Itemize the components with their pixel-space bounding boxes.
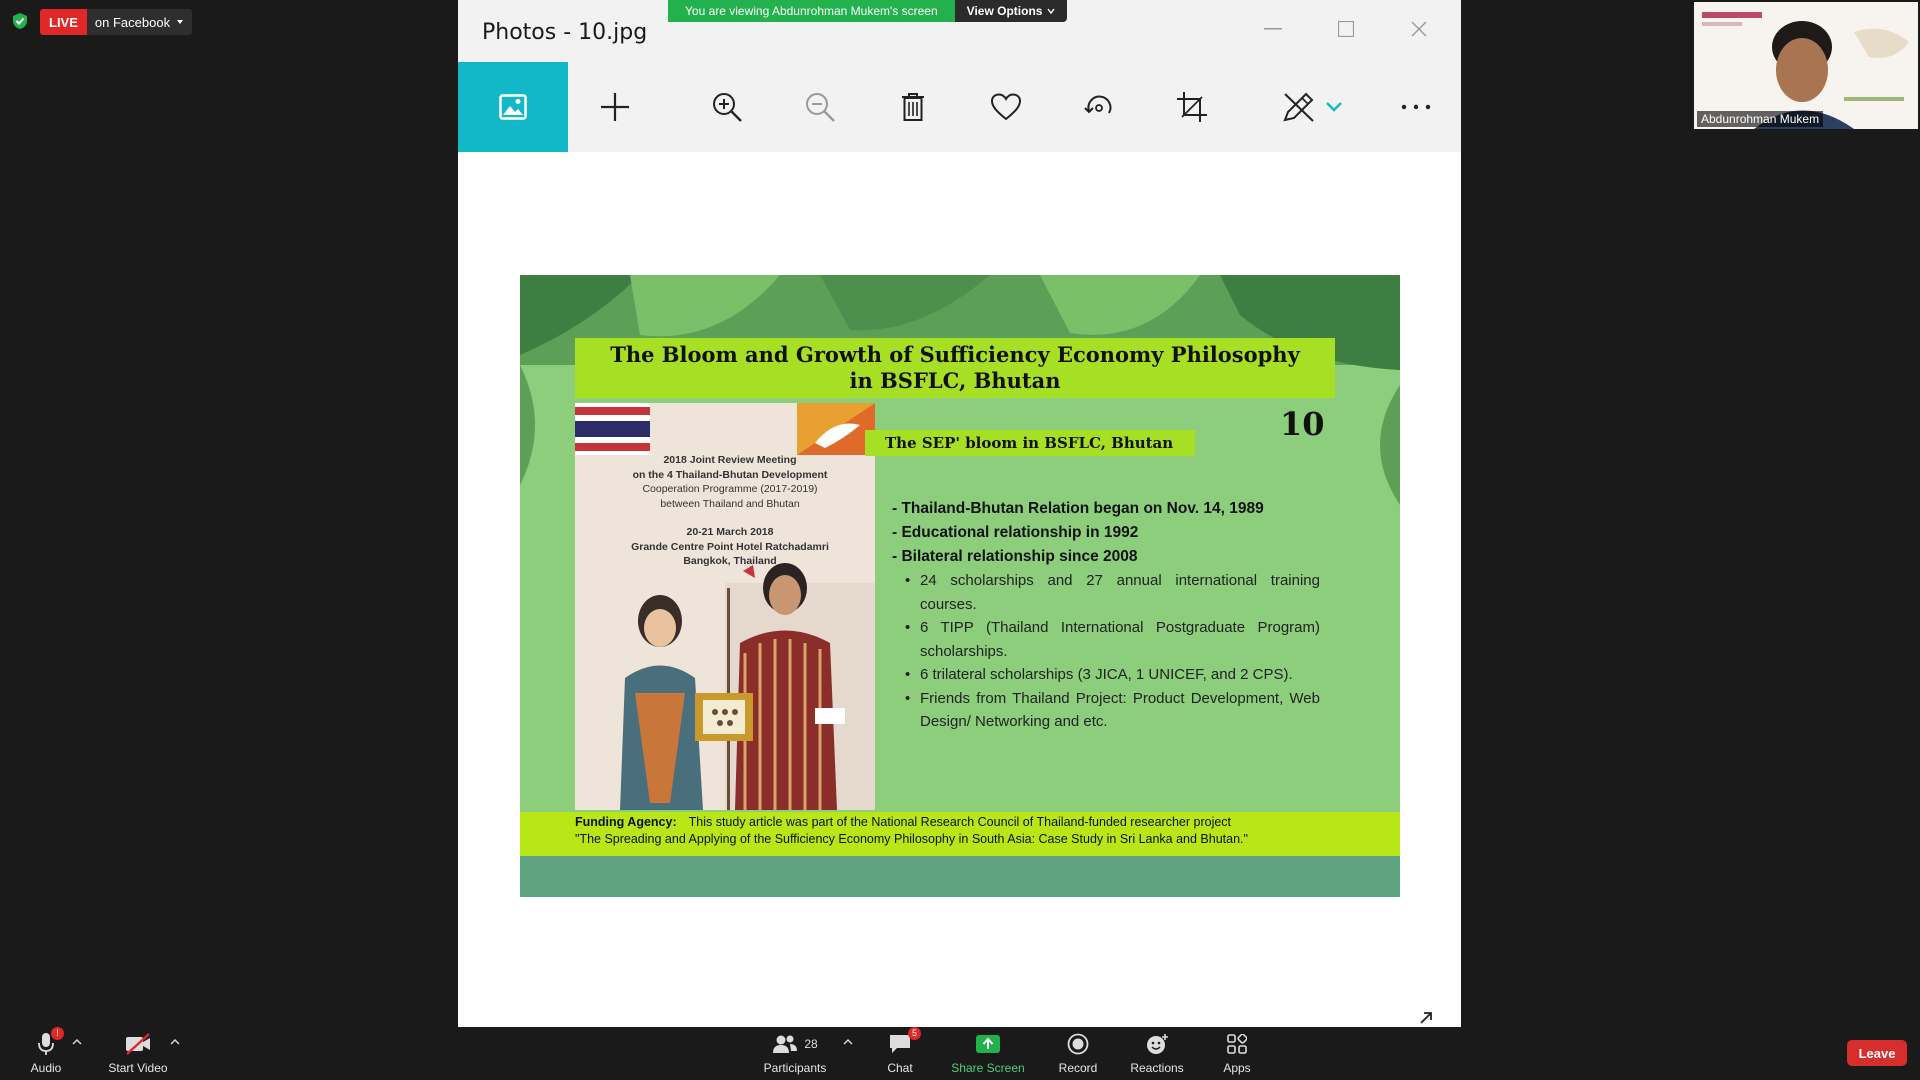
slide-title-line1: The Bloom and Growth of Sufficiency Economy Philosophy — [610, 342, 1300, 367]
slide-title-band — [575, 338, 1335, 398]
view-options-label: View Options — [966, 4, 1043, 18]
rotate-button[interactable] — [1064, 62, 1134, 152]
participants-count: 28 — [804, 1037, 818, 1051]
funding-note — [575, 814, 1375, 847]
close-button[interactable] — [1399, 14, 1439, 44]
sub-bullet-item: • 6 TIPP (Thailand International Postgraduate Program) scholarships. — [892, 616, 1320, 663]
participant-video-feed — [1694, 2, 1918, 129]
record-icon — [1067, 1033, 1089, 1055]
edit-dropdown-button[interactable] — [1314, 62, 1354, 152]
minimize-button[interactable] — [1253, 14, 1293, 44]
audio-button[interactable] — [22, 1027, 70, 1080]
caret-down-icon — [176, 19, 184, 25]
bullet-item: - Thailand-Bhutan Relation began on Nov. 14, 1989 — [892, 500, 1264, 517]
zoom-in-button[interactable] — [692, 62, 762, 152]
meeting-line1: 2018 Joint Review Meeting — [663, 454, 797, 466]
window-title: Photos - 10.jpg — [482, 20, 648, 45]
smiley-icon — [1145, 1033, 1169, 1055]
bullet-item: - Bilateral relationship since 2008 — [892, 548, 1138, 565]
zoom-out-icon — [804, 91, 836, 123]
audio-label: Audio — [30, 1061, 62, 1075]
plus-icon — [599, 91, 631, 123]
leave-button[interactable]: Leave — [1847, 1040, 1907, 1066]
participants-button[interactable] — [760, 1027, 830, 1080]
live-label: LIVE — [40, 9, 87, 35]
meeting-caption — [605, 453, 855, 569]
image-icon — [499, 94, 527, 120]
edit-pencil-icon — [1282, 91, 1316, 123]
live-destination-dropdown[interactable] — [87, 9, 192, 35]
crop-icon — [1176, 91, 1208, 123]
delete-button[interactable] — [878, 62, 948, 152]
funding-quote: "The Spreading and Applying of the Sufficiency Economy Philosophy in South Asia: Case Study in Sri Lanka and Bhutan." — [575, 831, 1248, 846]
audio-warning-badge: ! — [51, 1027, 64, 1040]
screen-share-banner — [668, 0, 1067, 22]
apps-button[interactable] — [1217, 1027, 1257, 1080]
record-label: Record — [1058, 1061, 1098, 1075]
audio-options-caret[interactable] — [72, 1039, 82, 1045]
share-screen-button[interactable] — [950, 1027, 1026, 1080]
photos-toolbar — [458, 62, 1461, 152]
meeting-photo — [575, 403, 875, 810]
participants-label: Participants — [763, 1061, 827, 1075]
subtitle-band — [865, 430, 1195, 456]
live-streaming-badge[interactable] — [40, 9, 192, 35]
meeting-line2: on the 4 Thailand-Bhutan Development — [632, 468, 828, 481]
security-shield-icon[interactable] — [12, 12, 28, 30]
sub-bullet-item: • Friends from Thailand Project: Product Development, Web Design/ Networking and etc. — [892, 687, 1320, 734]
maximize-button[interactable] — [1326, 14, 1366, 44]
live-destination-label: on Facebook — [94, 14, 171, 30]
sub-bullet-item: • 6 trilateral scholarships (3 JICA, 1 UNICEF, and 2 CPS). — [892, 663, 1320, 687]
slide-title — [575, 342, 1335, 394]
reactions-label: Reactions — [1130, 1061, 1184, 1075]
funding-label: Funding Agency: — [575, 815, 677, 829]
chevron-down-icon — [1047, 8, 1055, 14]
funding-text: This study article was part of the National Research Council of Thailand-funded researcher project — [688, 815, 1232, 829]
meeting-line4: between Thailand and Bhutan — [660, 497, 800, 510]
slide-subtitle: The SEP' bloom in BSFLC, Bhutan — [885, 434, 1174, 452]
start-video-label: Start Video — [108, 1061, 168, 1075]
meeting-line3: Cooperation Programme (2017-2019) — [642, 483, 818, 495]
reactions-button[interactable] — [1128, 1027, 1186, 1080]
more-horizontal-icon — [1401, 104, 1431, 110]
slide-title-line2: in BSFLC, Bhutan — [849, 368, 1061, 393]
chat-unread-badge: 5 — [908, 1027, 921, 1040]
slide-image — [520, 275, 1400, 897]
slide-number: 10 — [1280, 405, 1325, 443]
more-options-button[interactable] — [1381, 62, 1451, 152]
bullet-item: - Educational relationship in 1992 — [892, 524, 1139, 541]
zoom-out-button[interactable] — [785, 62, 855, 152]
funding-band — [520, 812, 1400, 856]
zoom-in-icon — [711, 91, 743, 123]
start-video-button[interactable] — [104, 1027, 172, 1080]
rotate-icon — [1083, 91, 1115, 123]
crop-button[interactable] — [1157, 62, 1227, 152]
expand-arrow-icon[interactable] — [1418, 1010, 1434, 1026]
participants-options-caret[interactable] — [843, 1039, 853, 1045]
share-screen-label: Share Screen — [951, 1061, 1025, 1075]
chat-button[interactable] — [880, 1027, 920, 1080]
add-button[interactable] — [580, 62, 650, 152]
viewing-message: You are viewing Abdunrohman Mukem's screen — [668, 0, 955, 22]
trash-icon — [900, 92, 926, 122]
apps-label: Apps — [1223, 1061, 1251, 1075]
share-screen-icon — [975, 1034, 1001, 1054]
participant-video-tile[interactable] — [1694, 2, 1918, 129]
meeting-city: Bangkok, Thailand — [683, 555, 777, 567]
favorite-button[interactable] — [971, 62, 1041, 152]
heart-icon — [990, 93, 1022, 121]
see-all-photos-button[interactable] — [458, 62, 568, 152]
photos-app-window — [458, 0, 1461, 1027]
participant-name-label: Abdunrohman Mukem — [1697, 111, 1823, 127]
view-options-button[interactable] — [955, 0, 1068, 22]
video-off-icon — [124, 1033, 152, 1055]
bullet-list — [892, 497, 1320, 734]
sub-bullet-item: • 24 scholarships and 27 annual international training courses. — [892, 569, 1320, 616]
meeting-date: 20-21 March 2018 — [686, 526, 774, 538]
record-button[interactable] — [1054, 1027, 1102, 1080]
chat-label: Chat — [887, 1061, 913, 1075]
chevron-down-icon — [1326, 102, 1342, 112]
video-options-caret[interactable] — [170, 1039, 180, 1045]
participants-icon — [772, 1034, 798, 1054]
meeting-control-bar — [0, 1027, 1920, 1080]
apps-icon — [1227, 1034, 1247, 1054]
meeting-venue: Grande Centre Point Hotel Ratchadamri — [631, 540, 829, 553]
